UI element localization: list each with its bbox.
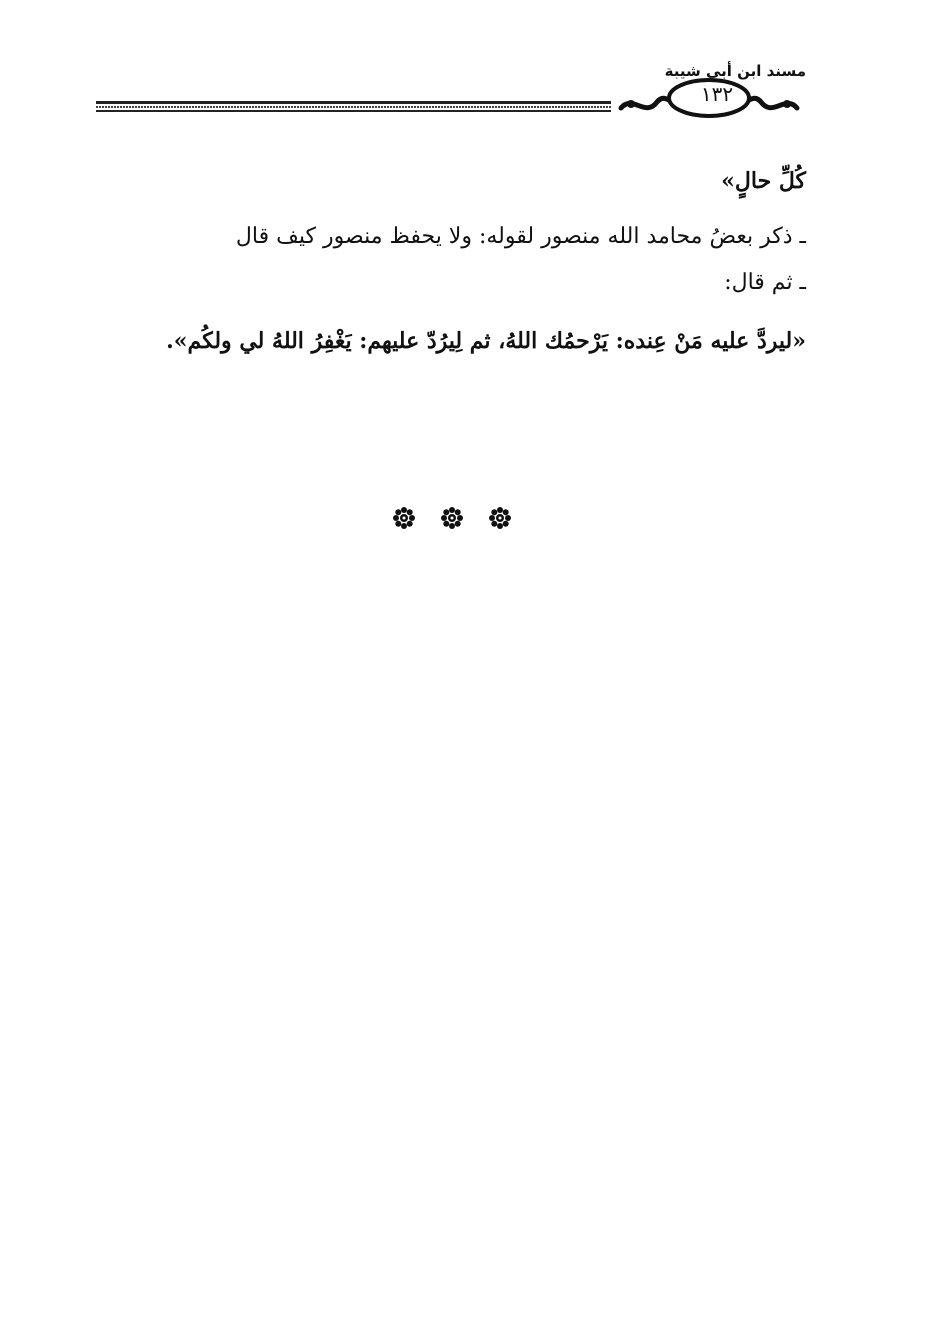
flower-ornament-icon	[392, 506, 416, 530]
paragraph-hadith-quote: «ليردَّ عليه مَنْ عِنده: يَرْحمُك اللهُ، ثم لِيرُدّ عليهم: يَغْفِرُ اللهُ لي ولكُم».	[166, 328, 806, 354]
page-body	[96, 158, 806, 368]
paragraph-narration: ـ ذكر بعضُ محامد الله منصور لقوله: ولا يحفظ منصور كيف قال	[235, 224, 806, 249]
flower-ornament-icon	[440, 506, 464, 530]
section-separator	[392, 505, 512, 531]
page-header	[96, 56, 806, 124]
paragraph-then-said: ـ ثم قال:	[724, 270, 806, 295]
header-rule-thin	[96, 110, 611, 112]
header-rule-dotted	[96, 106, 611, 108]
continued-quote-line: كُلِّ حالٍ»	[721, 168, 806, 194]
page-number: ١٣٢	[700, 82, 734, 106]
header-rule-thick	[96, 101, 611, 104]
header-rule	[96, 99, 611, 115]
book-title: مسند ابن أبي شيبة	[664, 62, 806, 80]
flower-ornament-icon	[488, 506, 512, 530]
